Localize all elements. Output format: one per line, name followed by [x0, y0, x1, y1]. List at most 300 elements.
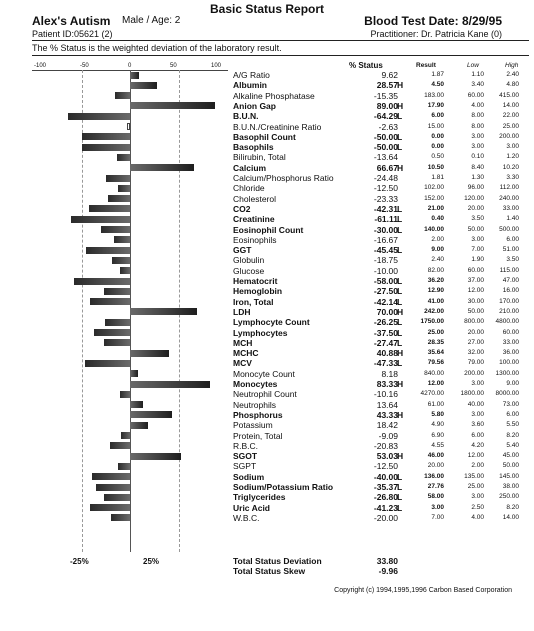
- status-value: 8.18: [381, 368, 398, 379]
- table-row: [0, 348, 534, 358]
- explanation-divider: [32, 55, 529, 56]
- result-value: 1750.00: [420, 318, 444, 326]
- total-deviation-label: Total Status Deviation: [233, 556, 322, 566]
- deviation-bar: [114, 236, 130, 243]
- table-row: [0, 492, 534, 502]
- low-range-value: 50.00: [467, 225, 484, 233]
- result-value: 25.00: [427, 328, 444, 336]
- low-range-value: 1.90: [471, 256, 484, 264]
- table-row: [0, 80, 534, 90]
- test-name: Calcium: [233, 162, 267, 173]
- result-value: 1.87: [431, 71, 444, 78]
- table-row: [0, 142, 534, 152]
- status-value: -18.75: [373, 255, 398, 266]
- status-value: 53.03: [376, 451, 398, 462]
- status-value: -26.25: [373, 317, 398, 328]
- status-value: -64.29: [373, 111, 398, 122]
- flag-indicator: H: [397, 451, 404, 462]
- low-range-value: 800.00: [464, 318, 484, 326]
- low-range-value: 2.50: [471, 503, 484, 511]
- deviation-bar: [130, 350, 169, 357]
- deviation-bar: [120, 391, 130, 398]
- axis-tick-label: -50: [80, 63, 89, 69]
- status-value: -35.37: [373, 482, 398, 492]
- test-name: Sodium: [233, 471, 265, 482]
- deviation-bar: [130, 422, 148, 429]
- deviation-bar: [130, 401, 143, 408]
- column-header-high: High: [505, 62, 519, 69]
- status-value: 66.67: [376, 162, 398, 173]
- high-range-value: 22.00: [502, 112, 519, 120]
- test-name: Phosphorus: [233, 409, 283, 420]
- result-value: 4.55: [431, 441, 444, 449]
- copyright-notice: Copyright (c) 1994,1995,1996 Carbon Based Corporation: [334, 587, 512, 594]
- result-value: 0.50: [431, 153, 444, 161]
- status-value: -58.00: [373, 276, 398, 286]
- deviation-bar: [130, 102, 215, 109]
- high-range-value: 3.30: [506, 174, 519, 181]
- result-value: 10.50: [427, 163, 444, 171]
- status-value: -37.50: [373, 327, 398, 338]
- result-value: 0.00: [431, 143, 444, 151]
- high-range-value: 240.00: [499, 194, 519, 202]
- test-name: Globulin: [233, 255, 265, 266]
- test-name: Neutrophils: [233, 399, 276, 410]
- flag-indicator: L: [397, 327, 403, 338]
- flag-indicator: L: [397, 142, 403, 153]
- table-row: [0, 122, 534, 132]
- deviation-bar: [105, 319, 130, 326]
- result-value: 0.00: [431, 132, 444, 140]
- table-row: [0, 297, 534, 307]
- status-value: -24.48: [373, 173, 398, 183]
- test-name: SGOT: [233, 451, 258, 462]
- flag-indicator: L: [397, 482, 403, 492]
- status-value: -50.00: [373, 131, 398, 142]
- total-skew-value: -9.96: [378, 566, 398, 576]
- low-range-value: 4.00: [471, 101, 484, 109]
- low-range-value: 1.10: [471, 71, 484, 78]
- result-value: 82.00: [427, 266, 444, 274]
- deviation-bar: [130, 72, 139, 79]
- low-range-value: 12.00: [467, 287, 484, 295]
- table-row: [0, 400, 534, 410]
- deviation-bar: [92, 473, 130, 480]
- status-value: -27.47: [373, 337, 398, 348]
- test-name: Lymphocytes: [233, 327, 288, 338]
- test-name: Iron, Total: [233, 296, 274, 307]
- high-range-value: 1.40: [506, 215, 519, 223]
- result-value: 12.90: [427, 287, 444, 295]
- deviation-bar: [89, 205, 130, 212]
- table-row: [0, 358, 534, 368]
- deviation-bar: [115, 92, 130, 99]
- threshold-label-negative: -25%: [70, 557, 89, 566]
- patient-id: Patient ID:05621 (2): [32, 29, 113, 39]
- test-name: Basophils: [233, 142, 274, 153]
- high-range-value: 45.00: [502, 452, 519, 460]
- status-value: -15.35: [373, 90, 398, 101]
- low-range-value: 40.00: [467, 400, 484, 408]
- table-row: [0, 173, 534, 183]
- flag-indicator: H: [397, 80, 404, 91]
- high-range-value: 6.00: [506, 235, 519, 243]
- test-name: Hematocrit: [233, 276, 278, 286]
- test-name: MCH: [233, 337, 253, 348]
- deviation-bar: [104, 288, 130, 295]
- test-name: B.U.N.: [233, 111, 259, 122]
- status-value: 43.33: [376, 409, 398, 420]
- low-range-value: 2.00: [471, 462, 484, 470]
- status-value: -30.00: [373, 224, 398, 235]
- test-name: A/G Ratio: [233, 70, 270, 80]
- result-value: 21.00: [427, 204, 444, 212]
- result-value: 0.40: [431, 215, 444, 223]
- test-name: Basophil Count: [233, 131, 296, 142]
- flag-indicator: L: [397, 214, 403, 225]
- high-range-value: 38.00: [502, 483, 519, 490]
- table-row: [0, 441, 534, 451]
- table-row: [0, 379, 534, 389]
- low-range-value: 8.40: [471, 163, 484, 171]
- high-range-value: 14.00: [502, 101, 519, 109]
- low-range-value: 3.50: [471, 215, 484, 223]
- low-range-value: 20.00: [467, 204, 484, 212]
- low-range-value: 79.00: [467, 359, 484, 367]
- table-row: [0, 338, 534, 348]
- high-range-value: 145.00: [499, 472, 519, 480]
- high-range-value: 415.00: [499, 91, 519, 99]
- deviation-bar: [94, 329, 130, 336]
- low-range-value: 8.00: [471, 112, 484, 120]
- table-row: [0, 513, 534, 523]
- flag-indicator: H: [397, 409, 404, 420]
- deviation-bar: [111, 514, 130, 521]
- result-value: 79.56: [427, 359, 444, 367]
- explanation-text: The % Status is the weighted deviation of the laboratory result.: [32, 43, 282, 53]
- high-range-value: 47.00: [502, 277, 519, 284]
- deviation-bar: [71, 216, 130, 223]
- threshold-label-positive: 25%: [143, 557, 160, 566]
- status-value: -20.00: [373, 512, 398, 523]
- table-row: [0, 431, 534, 441]
- deviation-bar: [104, 339, 130, 346]
- low-range-value: 3.40: [471, 81, 484, 89]
- deviation-bar: [106, 175, 130, 182]
- flag-indicator: L: [397, 296, 403, 307]
- header-divider: [32, 40, 529, 41]
- high-range-value: 25.00: [502, 122, 519, 130]
- result-value: 2.00: [431, 235, 444, 243]
- axis-tick-label: 0: [128, 63, 132, 69]
- deviation-bar: [90, 298, 130, 305]
- high-range-value: 10.20: [502, 163, 519, 171]
- result-value: 20.00: [427, 462, 444, 470]
- table-row: [0, 245, 534, 255]
- table-row: [0, 482, 534, 492]
- status-value: -42.14: [373, 296, 398, 307]
- result-value: 4270.00: [420, 390, 444, 398]
- table-row: [0, 307, 534, 317]
- result-value: 242.00: [424, 307, 444, 315]
- deviation-bar: [117, 154, 130, 161]
- high-range-value: 60.00: [502, 328, 519, 336]
- low-range-value: 32.00: [467, 349, 484, 357]
- low-range-value: 4.00: [471, 513, 484, 521]
- status-value: 28.57: [376, 80, 398, 91]
- axis-tick-label: -100: [34, 63, 47, 69]
- table-row: [0, 503, 534, 513]
- result-value: 7.00: [431, 513, 444, 521]
- test-name: Neutrophil Count: [233, 389, 297, 400]
- high-range-value: 210.00: [499, 307, 519, 315]
- table-row: [0, 451, 534, 461]
- low-range-value: 3.00: [471, 410, 484, 418]
- high-range-value: 8000.00: [495, 390, 519, 398]
- high-range-value: 6.00: [506, 410, 519, 418]
- result-value: 9.00: [431, 246, 444, 254]
- test-name: Lymphocyte Count: [233, 317, 310, 328]
- low-range-value: 4.20: [471, 441, 484, 449]
- high-range-value: 112.00: [499, 184, 519, 192]
- deviation-bar: [112, 257, 130, 264]
- column-header-status: % Status: [349, 61, 383, 70]
- table-row: [0, 286, 534, 296]
- table-row: [0, 328, 534, 338]
- test-name: Calcium/Phosphorus Ratio: [233, 173, 334, 183]
- test-name: W.B.C.: [233, 512, 260, 523]
- deviation-bar: [130, 164, 194, 171]
- low-range-value: 60.00: [467, 266, 484, 274]
- axis-tick-label: 50: [170, 63, 177, 69]
- high-range-value: 100.00: [499, 359, 519, 367]
- status-value: -42.31: [373, 203, 398, 214]
- status-value: -41.23: [373, 502, 398, 513]
- table-row: [0, 152, 534, 162]
- test-name: SGPT: [233, 461, 257, 472]
- status-value: -47.33: [373, 358, 398, 369]
- deviation-bar: [82, 133, 130, 140]
- column-header-result: Result: [416, 62, 436, 69]
- high-range-value: 33.00: [502, 338, 519, 346]
- high-range-value: 73.00: [502, 400, 519, 408]
- flag-indicator: L: [397, 276, 403, 286]
- test-name: Alkaline Phosphatase: [233, 90, 315, 101]
- result-value: 58.00: [427, 493, 444, 501]
- status-value: -13.64: [373, 152, 398, 163]
- deviation-bar: [74, 278, 130, 285]
- flag-indicator: L: [397, 224, 403, 235]
- low-range-value: 3.60: [471, 421, 484, 429]
- flag-indicator: L: [397, 131, 403, 142]
- status-value: 83.33: [376, 379, 398, 389]
- deviation-bar: [96, 484, 130, 491]
- deviation-bar: [118, 463, 130, 470]
- result-value: 102.00: [424, 184, 444, 192]
- low-range-value: 96.00: [467, 184, 484, 192]
- result-value: 15.00: [427, 122, 444, 130]
- high-range-value: 200.00: [499, 132, 519, 140]
- test-name: Cholesterol: [233, 193, 276, 204]
- low-range-value: 3.00: [471, 235, 484, 243]
- low-range-value: 30.00: [467, 297, 484, 305]
- high-range-value: 14.00: [502, 513, 519, 521]
- status-value: -61.11: [374, 214, 398, 225]
- status-value: -2.63: [378, 121, 398, 132]
- status-value: -9.09: [378, 430, 398, 441]
- result-value: 1.81: [431, 174, 444, 181]
- result-value: 28.35: [427, 338, 444, 346]
- result-value: 61.00: [427, 400, 444, 408]
- status-value: 18.42: [376, 420, 398, 431]
- deviation-bar: [90, 504, 130, 511]
- flag-indicator: H: [397, 100, 404, 111]
- result-value: 140.00: [424, 225, 444, 233]
- high-range-value: 3.50: [506, 256, 519, 264]
- high-range-value: 4.80: [506, 81, 519, 89]
- table-row: [0, 369, 534, 379]
- report-title: Basic Status Report: [209, 2, 325, 16]
- result-value: 840.00: [424, 369, 444, 377]
- deviation-bar: [127, 123, 130, 130]
- deviation-bar: [108, 195, 130, 202]
- low-range-value: 200.00: [464, 369, 484, 377]
- high-range-value: 1300.00: [495, 369, 519, 377]
- test-name: Sodium/Potassium Ratio: [233, 482, 334, 492]
- high-range-value: 33.00: [502, 204, 519, 212]
- table-row: [0, 235, 534, 245]
- table-row: [0, 91, 534, 101]
- table-row: [0, 461, 534, 471]
- result-value: 3.00: [431, 503, 444, 511]
- high-range-value: 8.20: [506, 503, 519, 511]
- status-value: 9.62: [381, 70, 398, 80]
- test-name: Glucose: [233, 265, 265, 276]
- low-range-value: 1800.00: [460, 390, 484, 398]
- result-value: 6.90: [431, 431, 444, 439]
- status-value: -10.00: [373, 265, 398, 276]
- flag-indicator: L: [397, 286, 403, 297]
- test-date: Blood Test Date: 8/29/95: [364, 14, 502, 28]
- total-deviation-value: 33.80: [376, 556, 398, 566]
- high-range-value: 3.00: [506, 143, 519, 151]
- status-value: -10.16: [373, 389, 398, 400]
- status-value: -40.00: [373, 471, 398, 482]
- deviation-bar: [85, 360, 130, 367]
- result-value: 35.64: [427, 349, 444, 357]
- status-value: -26.80: [373, 492, 398, 503]
- test-name: MCHC: [233, 348, 259, 359]
- deviation-bar: [118, 185, 130, 192]
- deviation-bar: [130, 82, 157, 89]
- table-row: [0, 101, 534, 111]
- high-range-value: 500.00: [499, 225, 519, 233]
- low-range-value: 135.00: [464, 472, 484, 480]
- high-range-value: 250.00: [499, 493, 519, 501]
- table-row: [0, 472, 534, 482]
- low-range-value: 3.00: [471, 380, 484, 387]
- low-range-value: 3.00: [471, 132, 484, 140]
- low-range-value: 0.10: [471, 153, 484, 161]
- test-name: GGT: [233, 245, 252, 256]
- test-name: Albumin: [233, 80, 267, 91]
- table-row: [0, 225, 534, 235]
- deviation-bar: [130, 370, 138, 377]
- flag-indicator: L: [397, 111, 403, 122]
- result-value: 152.00: [424, 194, 444, 202]
- high-range-value: 50.00: [502, 462, 519, 470]
- high-range-value: 5.50: [506, 421, 519, 429]
- low-range-value: 50.00: [467, 307, 484, 315]
- test-name: Hemoglobin: [233, 286, 283, 297]
- sex-age: Male / Age: 2: [122, 15, 181, 26]
- flag-indicator: H: [397, 379, 404, 389]
- test-name: Protein, Total: [233, 430, 283, 441]
- test-name: Eosinophils: [233, 234, 277, 245]
- table-row: [0, 420, 534, 430]
- flag-indicator: L: [397, 337, 403, 348]
- test-name: Bilirubin, Total: [233, 152, 286, 163]
- practitioner: Practitioner: Dr. Patricia Kane (0): [370, 29, 502, 39]
- status-value: -27.50: [373, 286, 398, 297]
- low-range-value: 1.30: [471, 174, 484, 181]
- table-row: [0, 204, 534, 214]
- low-range-value: 6.00: [471, 431, 484, 439]
- table-row: [0, 317, 534, 327]
- test-name: Uric Acid: [233, 502, 271, 513]
- high-range-value: 8.20: [506, 431, 519, 439]
- deviation-bar: [130, 453, 181, 460]
- flag-indicator: H: [397, 348, 404, 359]
- low-range-value: 3.00: [471, 143, 484, 151]
- status-value: -16.67: [373, 234, 398, 245]
- high-range-value: 115.00: [499, 266, 519, 274]
- status-value: -50.00: [373, 142, 398, 153]
- column-header-low: Low: [467, 62, 479, 69]
- flag-indicator: L: [397, 203, 403, 214]
- table-row: [0, 410, 534, 420]
- deviation-bar: [82, 144, 130, 151]
- deviation-bar: [130, 381, 210, 388]
- status-value: 13.64: [376, 399, 398, 410]
- deviation-bar: [121, 432, 130, 439]
- test-name: MCV: [233, 358, 252, 369]
- high-range-value: 5.40: [506, 441, 519, 449]
- low-range-value: 25.00: [467, 483, 484, 490]
- table-row: [0, 70, 534, 80]
- result-value: 17.90: [427, 101, 444, 109]
- test-name: CO2: [233, 203, 251, 214]
- low-range-value: 37.00: [467, 277, 484, 284]
- low-range-value: 27.00: [467, 338, 484, 346]
- table-row: [0, 194, 534, 204]
- flag-indicator: L: [397, 245, 403, 256]
- low-range-value: 8.00: [471, 122, 484, 130]
- high-range-value: 4800.00: [495, 318, 519, 326]
- deviation-bar: [120, 267, 130, 274]
- table-row: [0, 183, 534, 193]
- deviation-bar: [101, 226, 130, 233]
- deviation-bar: [86, 247, 130, 254]
- low-range-value: 120.00: [464, 194, 484, 202]
- test-name: Monocyte Count: [233, 368, 295, 379]
- status-value: 40.88: [376, 348, 398, 359]
- deviation-bar: [110, 442, 130, 449]
- test-name: R.B.C.: [233, 440, 259, 451]
- test-name: Monocytes: [233, 379, 278, 389]
- high-range-value: 170.00: [499, 297, 519, 305]
- table-row: [0, 111, 534, 121]
